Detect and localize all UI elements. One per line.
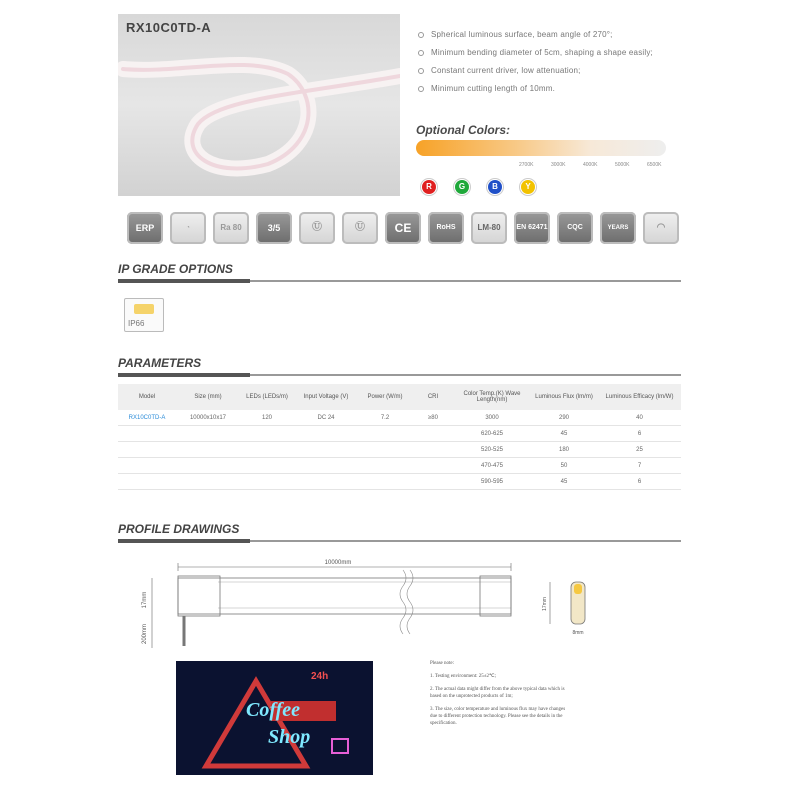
cell-flux: 50 [530,458,598,474]
neon-line2: Shop [268,726,311,748]
col-header: Luminous Flux (lm/m) [530,384,598,410]
table-row [118,458,681,474]
feature-item [418,84,555,93]
cell-efficacy: 25 [598,442,681,458]
rohs-icon: RoHS [428,212,464,244]
cell-leds: 120 [240,410,294,426]
color-dot-yellow: Y [521,180,535,194]
feature-item [418,48,653,57]
cable-label: 200mm [142,623,148,645]
parameters-table [118,384,681,490]
cell-efficacy: 6 [598,426,681,442]
ra-icon: Ra 80 [213,212,249,244]
table-row [118,410,681,426]
ul-listed-icon: Ⓤ [342,212,378,244]
model-title: RX10C0TD-A [126,20,212,35]
led-strip-illustration [118,14,400,196]
feature-text: Minimum cutting length of 10mm. [431,84,556,93]
cell-cri: ≥80 [412,410,454,426]
col-header: Luminous Efficacy (lm/W) [598,384,681,410]
cell-efficacy: 40 [598,410,681,426]
cct-label: 5000K [615,162,630,168]
section-divider [118,374,681,376]
ip-label: IP66 [128,319,145,328]
cell-temp: 470-475 [454,458,530,474]
neon-top-text: 24h [311,671,329,682]
feature-text: Constant current driver, low attenuation; [431,66,581,75]
cell-temp: 3000 [454,410,530,426]
neon-sign-image [176,661,373,775]
profile-drawing [118,548,588,648]
optional-colors-title: Optional Colors: [416,123,510,137]
section-divider [118,540,681,542]
cell-flux: 290 [530,410,598,426]
color-dot-green: G [455,180,469,194]
feature-item [418,30,613,39]
ul-icon: Ⓤ [299,212,335,244]
notes [430,660,570,733]
cct-label: 2700K [519,162,534,168]
section-divider [118,280,681,282]
en62471-icon: EN 62471 [514,212,550,244]
cell-flux: 45 [530,426,598,442]
ce-icon: CE [385,212,421,244]
cct-label: 3000K [551,162,566,168]
section-title-ip: IP GRADE OPTIONS [118,262,233,276]
cct-gradient-bar [416,140,666,156]
cell-power: 7.2 [358,410,412,426]
cct-label: 6500K [647,162,662,168]
note-item: 2. The actual data might differ from the above typical data which is based on the unprotected products of 1m; [430,687,565,699]
col-header: Size (mm) [176,384,240,410]
feature-text: Minimum bending diameter of 5cm, shaping a shape easily; [431,48,653,57]
cell-flux: 45 [530,474,598,490]
section-title-profile: PROFILE DRAWINGS [118,522,240,536]
col-header: Color Temp.(K) Wave Length(nm) [454,384,530,410]
lifetime-icon: ◔ [170,212,206,244]
table-row [118,474,681,490]
cell-efficacy: 7 [598,458,681,474]
profile-height-label: 17mm [542,597,548,611]
warranty-3-5-icon: 3/5 [256,212,292,244]
table-header-row [118,384,681,410]
cell-size: 10000x10x17 [176,410,240,426]
cct-label: 4000K [583,162,598,168]
neon-line1: Coffee [246,699,301,721]
lm80-icon: LM-80 [471,212,507,244]
coffee-shop-neon [176,661,373,775]
bullet-icon [418,86,424,92]
years-icon: YEARS [600,212,636,244]
color-dot-red: R [422,180,436,194]
cell-temp: 520-525 [454,442,530,458]
cell-model: RX10C0TD-A [118,410,176,426]
beam-angle-icon: ◠ [643,212,679,244]
col-header: CRI [412,384,454,410]
cell-temp: 620-625 [454,426,530,442]
erp-icon: ERP [127,212,163,244]
col-header: LEDs (LEDs/m) [240,384,294,410]
cell-temp: 590-595 [454,474,530,490]
note-item: 3. The size, color temperature and luminous flux may have changes due to different protection technology. Please see the details in the specification. [430,707,566,726]
table-row [118,442,681,458]
notes-title: Please note: [430,661,455,666]
length-label: 10000mm [324,560,352,566]
color-dot-blue: B [488,180,502,194]
col-header: Power (W/m) [358,384,412,410]
feature-item [418,66,581,75]
section-title-parameters: PARAMETERS [118,356,202,370]
led-icon [134,304,154,314]
table-row [118,426,681,442]
cell-efficacy: 6 [598,474,681,490]
bullet-icon [418,68,424,74]
bullet-icon [418,32,424,38]
product-image [118,14,400,196]
note-item: 1. Testing environment: 25±2℃; [430,674,496,679]
cell-flux: 180 [530,442,598,458]
cell-voltage: DC 24 [294,410,358,426]
height-label: 17mm [142,591,148,609]
col-header: Input Voltage (V) [294,384,358,410]
cqc-icon: CQC [557,212,593,244]
profile-width-label: 8mm [572,630,584,636]
feature-text: Spherical luminous surface, beam angle of 270°; [431,30,613,39]
col-header: Model [118,384,176,410]
bullet-icon [418,50,424,56]
